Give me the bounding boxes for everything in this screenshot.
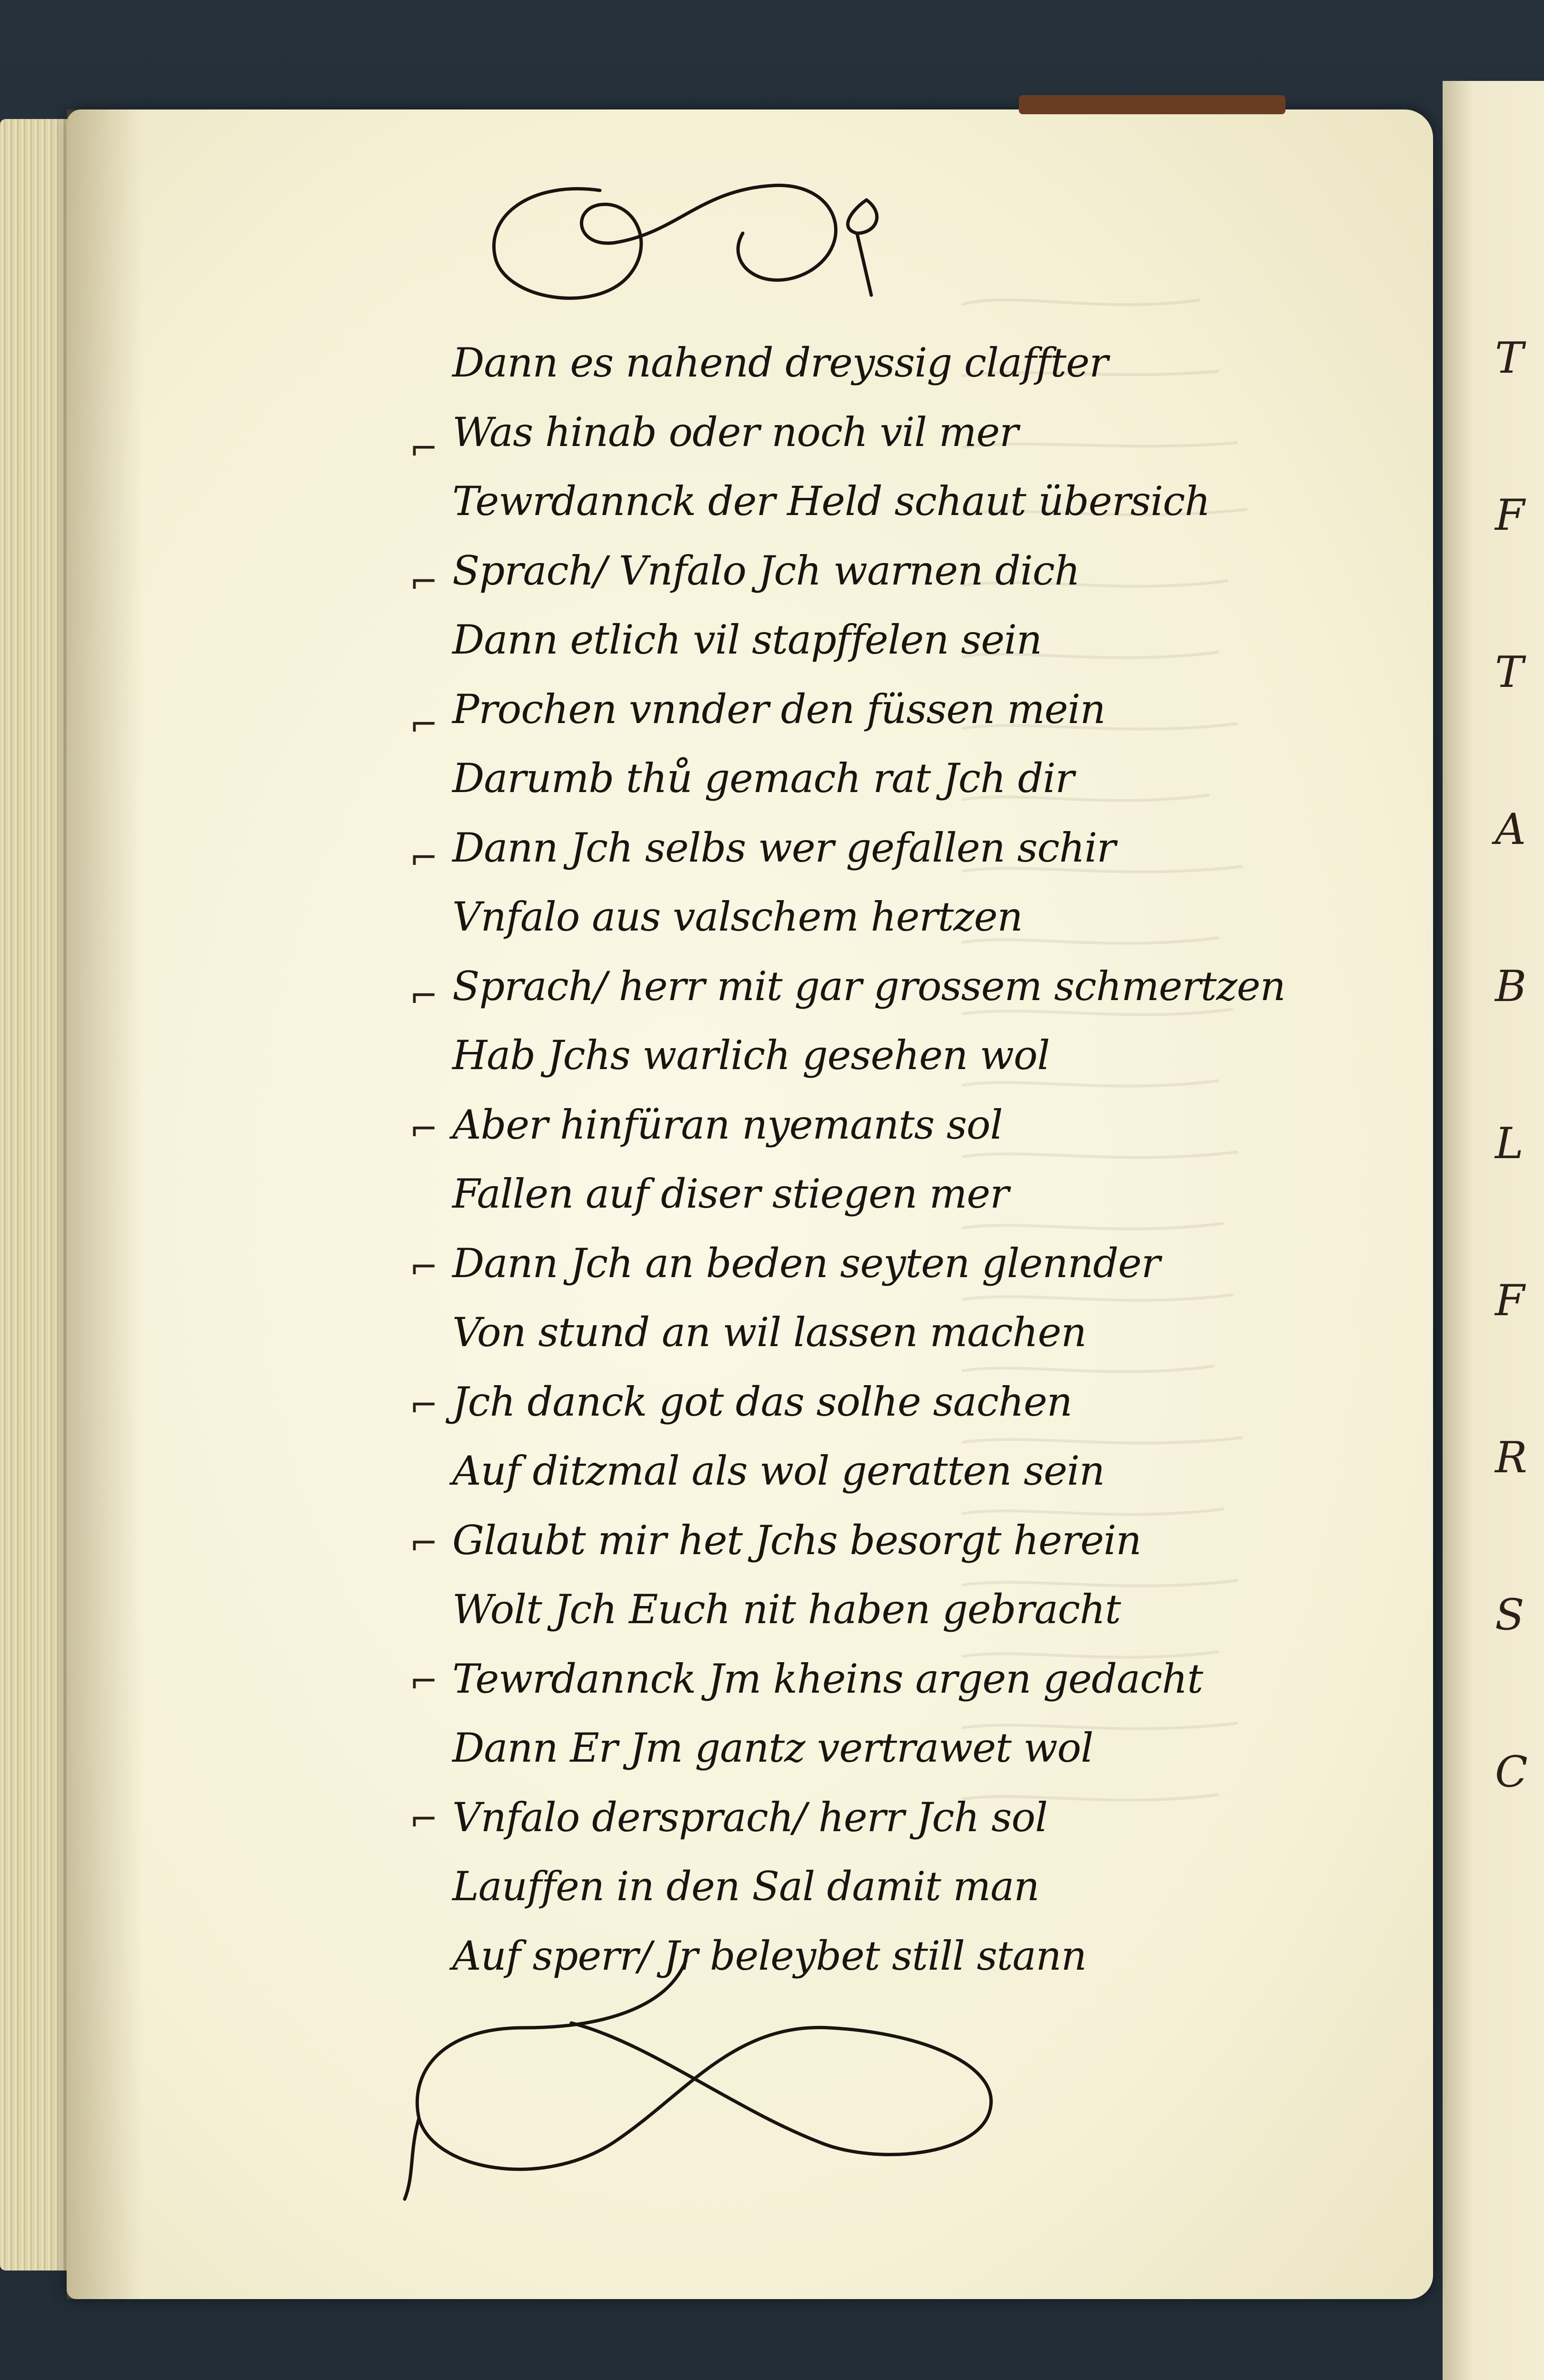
facing-initial: L: [1495, 1119, 1524, 1169]
margin-mark: ⌐: [409, 1799, 438, 1839]
verse-line: Sprach/ herr mit gar grossem schmertzen: [452, 962, 1285, 1010]
verse-line: Dann es nahend dreyssig claffter: [452, 339, 1108, 386]
verse-line: Vnfalo dersprach/ herr Jch sol: [452, 1794, 1047, 1841]
gutter-shadow: [67, 109, 143, 2299]
binding-strip: [1019, 95, 1285, 114]
facing-initial: R: [1495, 1433, 1527, 1483]
margin-mark: ⌐: [409, 1661, 438, 1701]
margin-mark: ⌐: [409, 562, 438, 602]
margin-mark: ⌐: [409, 1523, 438, 1563]
verse-line: Wolt Jch Euch nit haben gebracht: [452, 1586, 1121, 1633]
verse-line: Dann Er Jm gantz vertrawet wol: [452, 1725, 1093, 1771]
verse-line: Was hinab oder noch vil mer: [452, 408, 1018, 456]
facing-initial: F: [1495, 490, 1525, 540]
facing-initial: C: [1495, 1747, 1528, 1797]
verse-line: Hab Jchs warlich gesehen wol: [452, 1032, 1050, 1079]
facing-initial: A: [1495, 804, 1526, 854]
verse-line: Dann etlich vil stapffelen sein: [452, 616, 1042, 663]
verse-line: Darumb thů gemach rat Jch dir: [452, 755, 1074, 802]
bottom-flourish: [400, 1952, 1019, 2218]
margin-mark: ⌐: [409, 1109, 438, 1149]
verse-line: Tewrdannck Jm kheins argen gedacht: [452, 1655, 1203, 1702]
facing-initial: T: [1495, 333, 1524, 383]
verse-text-block: [452, 328, 1285, 1991]
verse-line: Dann Jch an beden seyten glennder: [452, 1240, 1160, 1287]
facing-initial: B: [1495, 962, 1527, 1012]
verse-line: Dann Jch selbs wer gefallen schir: [452, 824, 1116, 871]
margin-mark: ⌐: [409, 1247, 438, 1287]
verse-line: Aber hinfüran nyemants sol: [452, 1101, 1003, 1148]
margin-mark: ⌐: [409, 704, 438, 744]
verse-line: Fallen auf diser stiegen mer: [452, 1170, 1009, 1217]
verse-line: Sprach/ Vnfalo Jch warnen dich: [452, 547, 1080, 594]
margin-mark: ⌐: [409, 428, 438, 468]
verse-line: Lauffen in den Sal damit man: [452, 1863, 1039, 1910]
margin-mark: ⌐: [409, 976, 438, 1016]
verse-line: Auf sperr/ Jr beleybet still stann: [452, 1932, 1086, 1979]
verse-line: Vnfalo aus valschem hertzen: [452, 893, 1023, 940]
facing-initial: S: [1495, 1590, 1524, 1640]
facing-initial: T: [1495, 647, 1524, 697]
verse-line: Tewrdannck der Held schaut übersich: [452, 478, 1210, 525]
verse-line: Auf ditzmal als wol geratten sein: [452, 1448, 1105, 1494]
verse-line: Glaubt mir het Jchs besorgt herein: [452, 1517, 1141, 1564]
facing-page-initials: [1495, 333, 1543, 1904]
margin-mark: ⌐: [409, 838, 438, 878]
verse-line: Von stund an wil lassen machen: [452, 1309, 1086, 1356]
verse-line: Prochen vnnder den füssen mein: [452, 685, 1106, 733]
facing-initial: F: [1495, 1276, 1525, 1326]
margin-mark: ⌐: [409, 1385, 438, 1425]
verse-line: Jch danck got das solhe sachen: [452, 1378, 1072, 1425]
